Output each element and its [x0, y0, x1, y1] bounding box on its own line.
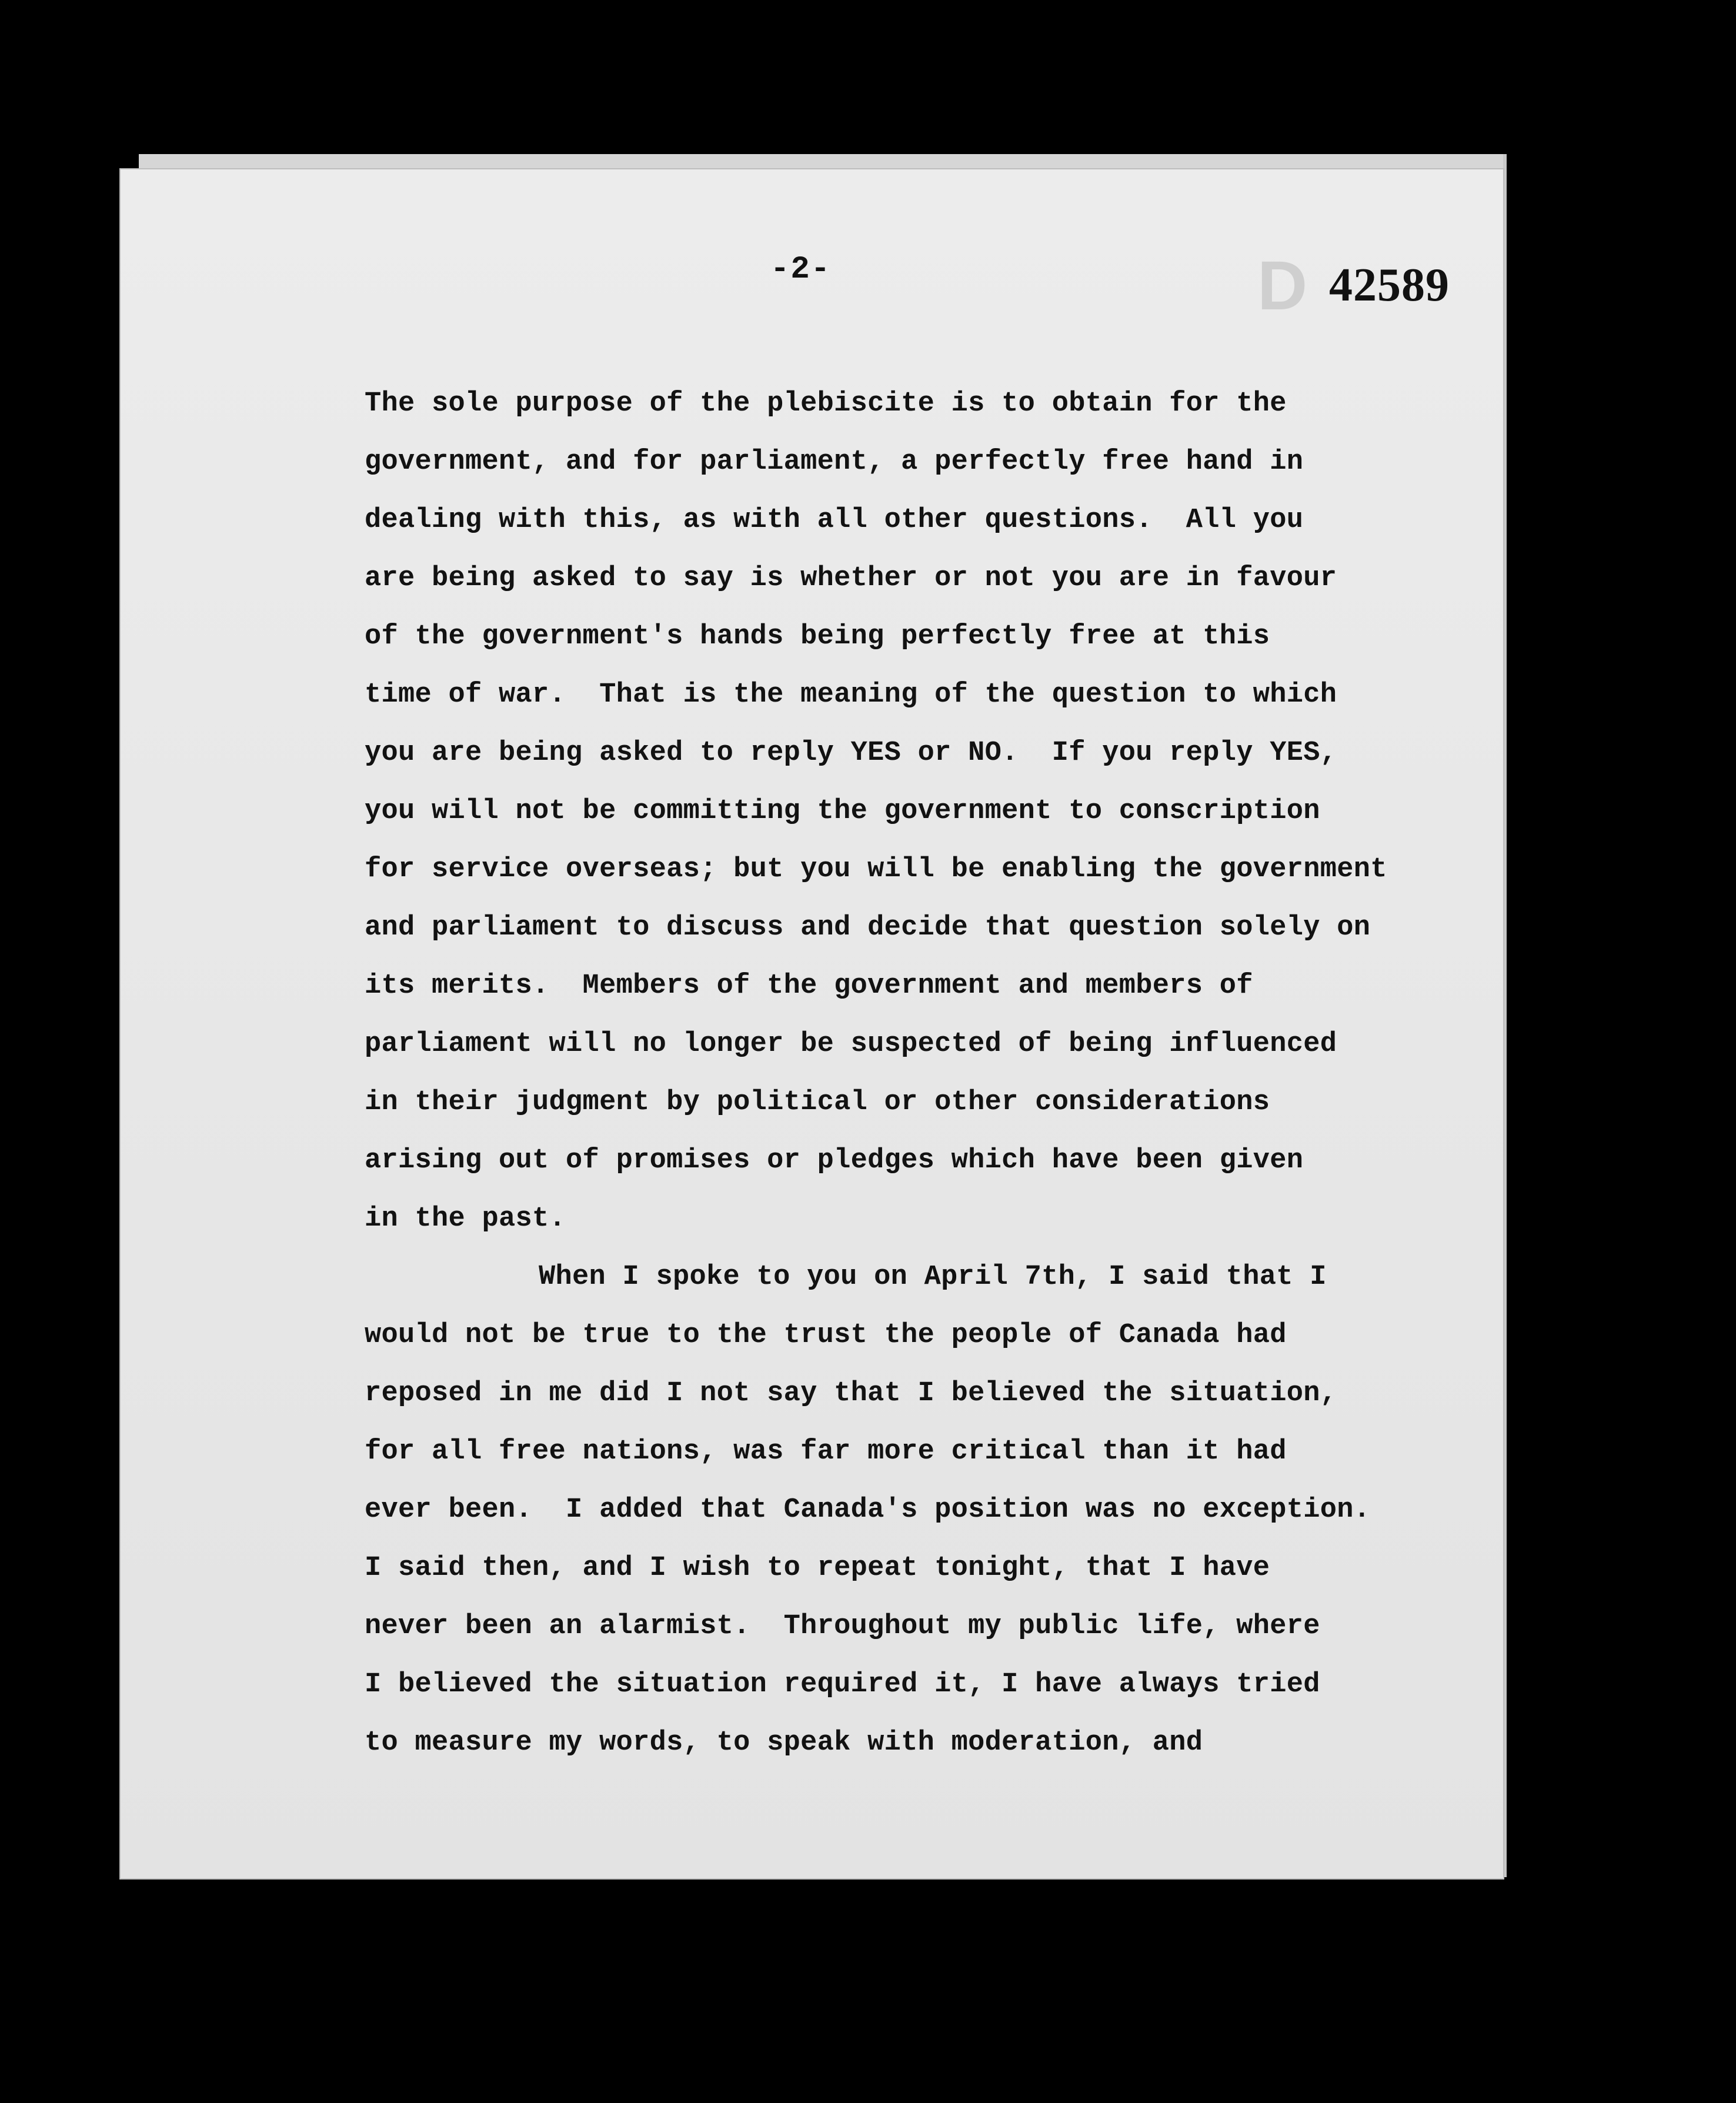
- page-number: -2-: [770, 252, 832, 288]
- text-line: of the government's hands being perfectly free at this: [365, 621, 1270, 652]
- text-line: would not be true to the trust the people of Canada had: [365, 1320, 1287, 1351]
- text-line: dealing with this, as with all other questions. All you: [365, 505, 1304, 536]
- paragraph-start-line: When I spoke to you on April 7th, I said that I: [539, 1261, 1327, 1293]
- text-line: for service overseas; but you will be enabling the government: [365, 854, 1387, 885]
- text-line: I believed the situation required it, I have always tried: [365, 1669, 1320, 1700]
- text-line: government, and for parliament, a perfectly free hand in: [365, 446, 1304, 478]
- text-line: and parliament to discuss and decide that question solely on: [365, 912, 1371, 943]
- text-line: never been an alarmist. Throughout my public life, where: [365, 1611, 1320, 1642]
- text-line: I said then, and I wish to repeat tonight, that I have: [365, 1553, 1270, 1584]
- body-text: [365, 375, 1494, 1772]
- text-line: reposed in me did I not say that I believed the situation,: [365, 1378, 1337, 1409]
- text-line: you are being asked to reply YES or NO. If you reply YES,: [365, 737, 1337, 769]
- text-line: you will not be committing the government to conscription: [365, 796, 1320, 827]
- text-line: its merits. Members of the government and members of: [365, 970, 1253, 1002]
- text-line: parliament will no longer be suspected of being influenced: [365, 1029, 1337, 1060]
- text-line: to measure my words, to speak with moderation, and: [365, 1727, 1203, 1758]
- text-line: for all free nations, was far more critical than it had: [365, 1436, 1287, 1467]
- text-line: The sole purpose of the plebiscite is to obtain for the: [365, 388, 1287, 419]
- text-line: are being asked to say is whether or not you are in favour: [365, 563, 1337, 594]
- text-line: ever been. I added that Canada's position was no exception.: [365, 1494, 1371, 1525]
- document-number: 42589: [1329, 259, 1450, 311]
- text-line: arising out of promises or pledges which have been given: [365, 1145, 1304, 1176]
- archive-stamp-letter: D: [1257, 247, 1308, 325]
- text-line: in the past.: [365, 1203, 566, 1234]
- text-line: in their judgment by political or other considerations: [365, 1087, 1270, 1118]
- text-line: time of war. That is the meaning of the question to which: [365, 679, 1337, 710]
